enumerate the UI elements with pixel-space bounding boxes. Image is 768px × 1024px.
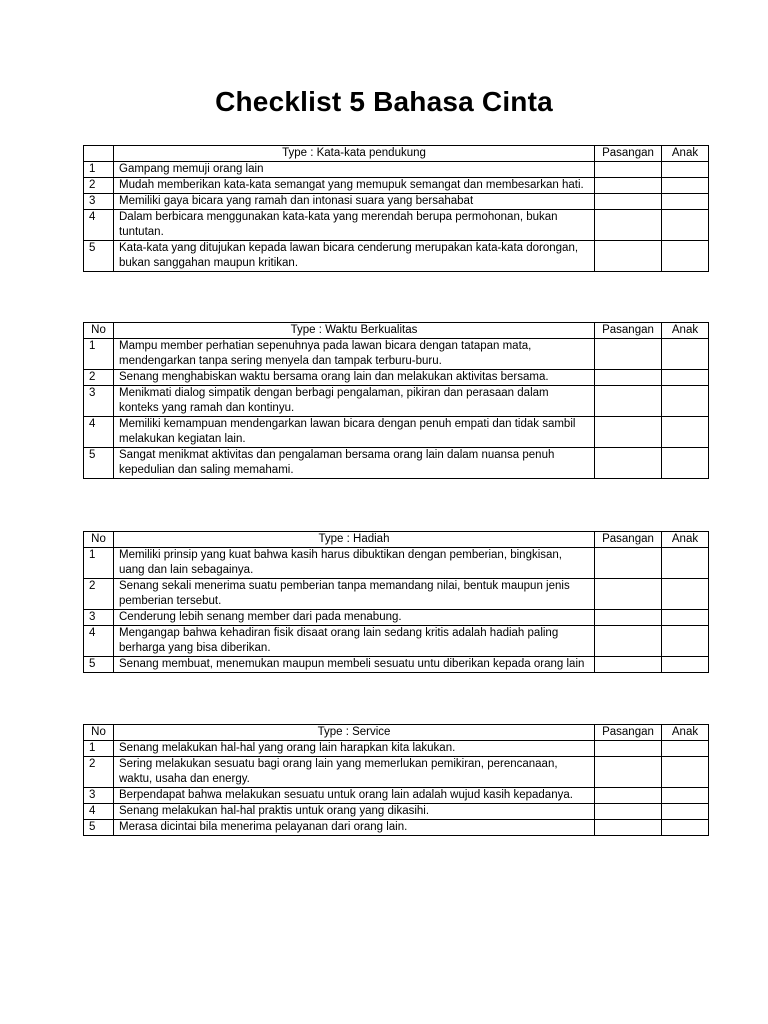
anak-column-header: Anak	[662, 146, 709, 162]
statement-text: Menikmati dialog simpatik dengan berbagi pengalaman, pikiran dan perasaan dalam konteks yang ramah dan kontinyu.	[114, 386, 595, 417]
table-row	[84, 194, 709, 210]
pasangan-checkbox-cell[interactable]	[595, 417, 662, 448]
no-column-header	[84, 146, 114, 162]
page-title: Checklist 5 Bahasa Cinta	[215, 86, 553, 117]
anak-checkbox-cell[interactable]	[662, 386, 709, 417]
pasangan-checkbox-cell[interactable]	[595, 448, 662, 479]
anak-checkbox-cell[interactable]	[662, 194, 709, 210]
row-number: 1	[84, 548, 114, 579]
row-number: 3	[84, 194, 114, 210]
pasangan-checkbox-cell[interactable]	[595, 548, 662, 579]
table-header-row	[84, 323, 709, 339]
pasangan-checkbox-cell[interactable]	[595, 804, 662, 820]
table-row	[84, 370, 709, 386]
anak-checkbox-cell[interactable]	[662, 804, 709, 820]
table-row	[84, 804, 709, 820]
pasangan-checkbox-cell[interactable]	[595, 162, 662, 178]
pasangan-checkbox-cell[interactable]	[595, 194, 662, 210]
anak-checkbox-cell[interactable]	[662, 788, 709, 804]
row-number: 2	[84, 370, 114, 386]
pasangan-checkbox-cell[interactable]	[595, 241, 662, 272]
row-number: 3	[84, 386, 114, 417]
anak-checkbox-cell[interactable]	[662, 370, 709, 386]
table-row	[84, 657, 709, 673]
statement-text: Berpendapat bahwa melakukan sesuatu untuk orang lain adalah wujud kasih kepadanya.	[114, 788, 595, 804]
table-header-row	[84, 725, 709, 741]
anak-checkbox-cell[interactable]	[662, 339, 709, 370]
table-row	[84, 788, 709, 804]
type-column-header: Type : Hadiah	[114, 532, 595, 548]
pasangan-checkbox-cell[interactable]	[595, 657, 662, 673]
statement-text: Sangat menikmat aktivitas dan pengalaman bersama orang lain dalam nuansa penuh kepedulian dan saling memahami.	[114, 448, 595, 479]
checklist-table-hadiah	[83, 531, 709, 673]
table-row	[84, 241, 709, 272]
anak-checkbox-cell[interactable]	[662, 178, 709, 194]
type-column-header: Type : Service	[114, 725, 595, 741]
anak-checkbox-cell[interactable]	[662, 657, 709, 673]
table-row	[84, 626, 709, 657]
anak-checkbox-cell[interactable]	[662, 548, 709, 579]
statement-text: Senang melakukan hal-hal praktis untuk orang yang dikasihi.	[114, 804, 595, 820]
anak-checkbox-cell[interactable]	[662, 820, 709, 836]
anak-column-header: Anak	[662, 532, 709, 548]
row-number: 5	[84, 820, 114, 836]
table-row	[84, 757, 709, 788]
row-number: 1	[84, 339, 114, 370]
no-column-header: No	[84, 725, 114, 741]
anak-checkbox-cell[interactable]	[662, 448, 709, 479]
anak-column-header: Anak	[662, 725, 709, 741]
anak-checkbox-cell[interactable]	[662, 162, 709, 178]
statement-text: Senang membuat, menemukan maupun membeli sesuatu untu diberikan kepada orang lain	[114, 657, 595, 673]
statement-text: Sering melakukan sesuatu bagi orang lain yang memerlukan pemikiran, perencanaan, waktu, usaha dan energy.	[114, 757, 595, 788]
statement-text: Mampu member perhatian sepenuhnya pada lawan bicara dengan tatapan mata, mendengarkan tanpa sering menyela dan tampak terburu-buru.	[114, 339, 595, 370]
statement-text: Memiliki kemampuan mendengarkan lawan bicara dengan penuh empati dan tidak sambil melakukan kegiatan lain.	[114, 417, 595, 448]
row-number: 4	[84, 210, 114, 241]
anak-checkbox-cell[interactable]	[662, 417, 709, 448]
type-column-header: Type : Kata-kata pendukung	[114, 146, 595, 162]
table-row	[84, 162, 709, 178]
pasangan-column-header: Pasangan	[595, 725, 662, 741]
pasangan-checkbox-cell[interactable]	[595, 757, 662, 788]
row-number: 5	[84, 448, 114, 479]
statement-text: Dalam berbicara menggunakan kata-kata yang merendah berupa permohonan, bukan tuntutan.	[114, 210, 595, 241]
pasangan-checkbox-cell[interactable]	[595, 386, 662, 417]
pasangan-column-header: Pasangan	[595, 146, 662, 162]
table-row	[84, 178, 709, 194]
row-number: 2	[84, 757, 114, 788]
pasangan-checkbox-cell[interactable]	[595, 339, 662, 370]
statement-text: Memiliki gaya bicara yang ramah dan intonasi suara yang bersahabat	[114, 194, 595, 210]
no-column-header: No	[84, 323, 114, 339]
row-number: 1	[84, 741, 114, 757]
anak-column-header: Anak	[662, 323, 709, 339]
row-number: 4	[84, 626, 114, 657]
statement-text: Mudah memberikan kata-kata semangat yang memupuk semangat dan membesarkan hati.	[114, 178, 595, 194]
pasangan-column-header: Pasangan	[595, 323, 662, 339]
row-number: 5	[84, 241, 114, 272]
table-row	[84, 210, 709, 241]
row-number: 1	[84, 162, 114, 178]
table-row	[84, 741, 709, 757]
statement-text: Gampang memuji orang lain	[114, 162, 595, 178]
statement-text: Mengangap bahwa kehadiran fisik disaat orang lain sedang kritis adalah hadiah paling berharga yang bisa diberikan.	[114, 626, 595, 657]
table-header-row	[84, 532, 709, 548]
statement-text: Memiliki prinsip yang kuat bahwa kasih harus dibuktikan dengan pemberian, bingkisan, uang dan lain sebagainya.	[114, 548, 595, 579]
statement-text: Senang sekali menerima suatu pemberian tanpa memandang nilai, bentuk maupun jenis pemberian tersebut.	[114, 579, 595, 610]
statement-text: Cenderung lebih senang member dari pada menabung.	[114, 610, 595, 626]
anak-checkbox-cell[interactable]	[662, 610, 709, 626]
row-number: 3	[84, 610, 114, 626]
pasangan-checkbox-cell[interactable]	[595, 579, 662, 610]
statement-text: Senang melakukan hal-hal yang orang lain harapkan kita lakukan.	[114, 741, 595, 757]
anak-checkbox-cell[interactable]	[662, 626, 709, 657]
table-header-row	[84, 146, 709, 162]
table-row	[84, 417, 709, 448]
row-number: 2	[84, 178, 114, 194]
anak-checkbox-cell[interactable]	[662, 241, 709, 272]
statement-text: Merasa dicintai bila menerima pelayanan dari orang lain.	[114, 820, 595, 836]
pasangan-checkbox-cell[interactable]	[595, 788, 662, 804]
pasangan-checkbox-cell[interactable]	[595, 626, 662, 657]
pasangan-checkbox-cell[interactable]	[595, 610, 662, 626]
type-column-header: Type : Waktu Berkualitas	[114, 323, 595, 339]
checklist-table-service	[83, 724, 709, 836]
pasangan-checkbox-cell[interactable]	[595, 741, 662, 757]
pasangan-checkbox-cell[interactable]	[595, 820, 662, 836]
table-row	[84, 386, 709, 417]
pasangan-checkbox-cell[interactable]	[595, 210, 662, 241]
anak-checkbox-cell[interactable]	[662, 757, 709, 788]
row-number: 5	[84, 657, 114, 673]
pasangan-checkbox-cell[interactable]	[595, 370, 662, 386]
table-row	[84, 448, 709, 479]
table-row	[84, 820, 709, 836]
row-number: 2	[84, 579, 114, 610]
checklist-table-waktu-berkualitas	[83, 322, 709, 479]
anak-checkbox-cell[interactable]	[662, 741, 709, 757]
table-row	[84, 579, 709, 610]
checklist-table-kata-kata-pendukung	[83, 145, 709, 272]
table-row	[84, 610, 709, 626]
table-row	[84, 548, 709, 579]
statement-text: Senang menghabiskan waktu bersama orang lain dan melakukan aktivitas bersama.	[114, 370, 595, 386]
statement-text: Kata-kata yang ditujukan kepada lawan bicara cenderung merupakan kata-kata dorongan, bukan sanggahan maupun kritikan.	[114, 241, 595, 272]
row-number: 3	[84, 788, 114, 804]
anak-checkbox-cell[interactable]	[662, 579, 709, 610]
table-row	[84, 339, 709, 370]
pasangan-column-header: Pasangan	[595, 532, 662, 548]
row-number: 4	[84, 417, 114, 448]
no-column-header: No	[84, 532, 114, 548]
anak-checkbox-cell[interactable]	[662, 210, 709, 241]
pasangan-checkbox-cell[interactable]	[595, 178, 662, 194]
row-number: 4	[84, 804, 114, 820]
